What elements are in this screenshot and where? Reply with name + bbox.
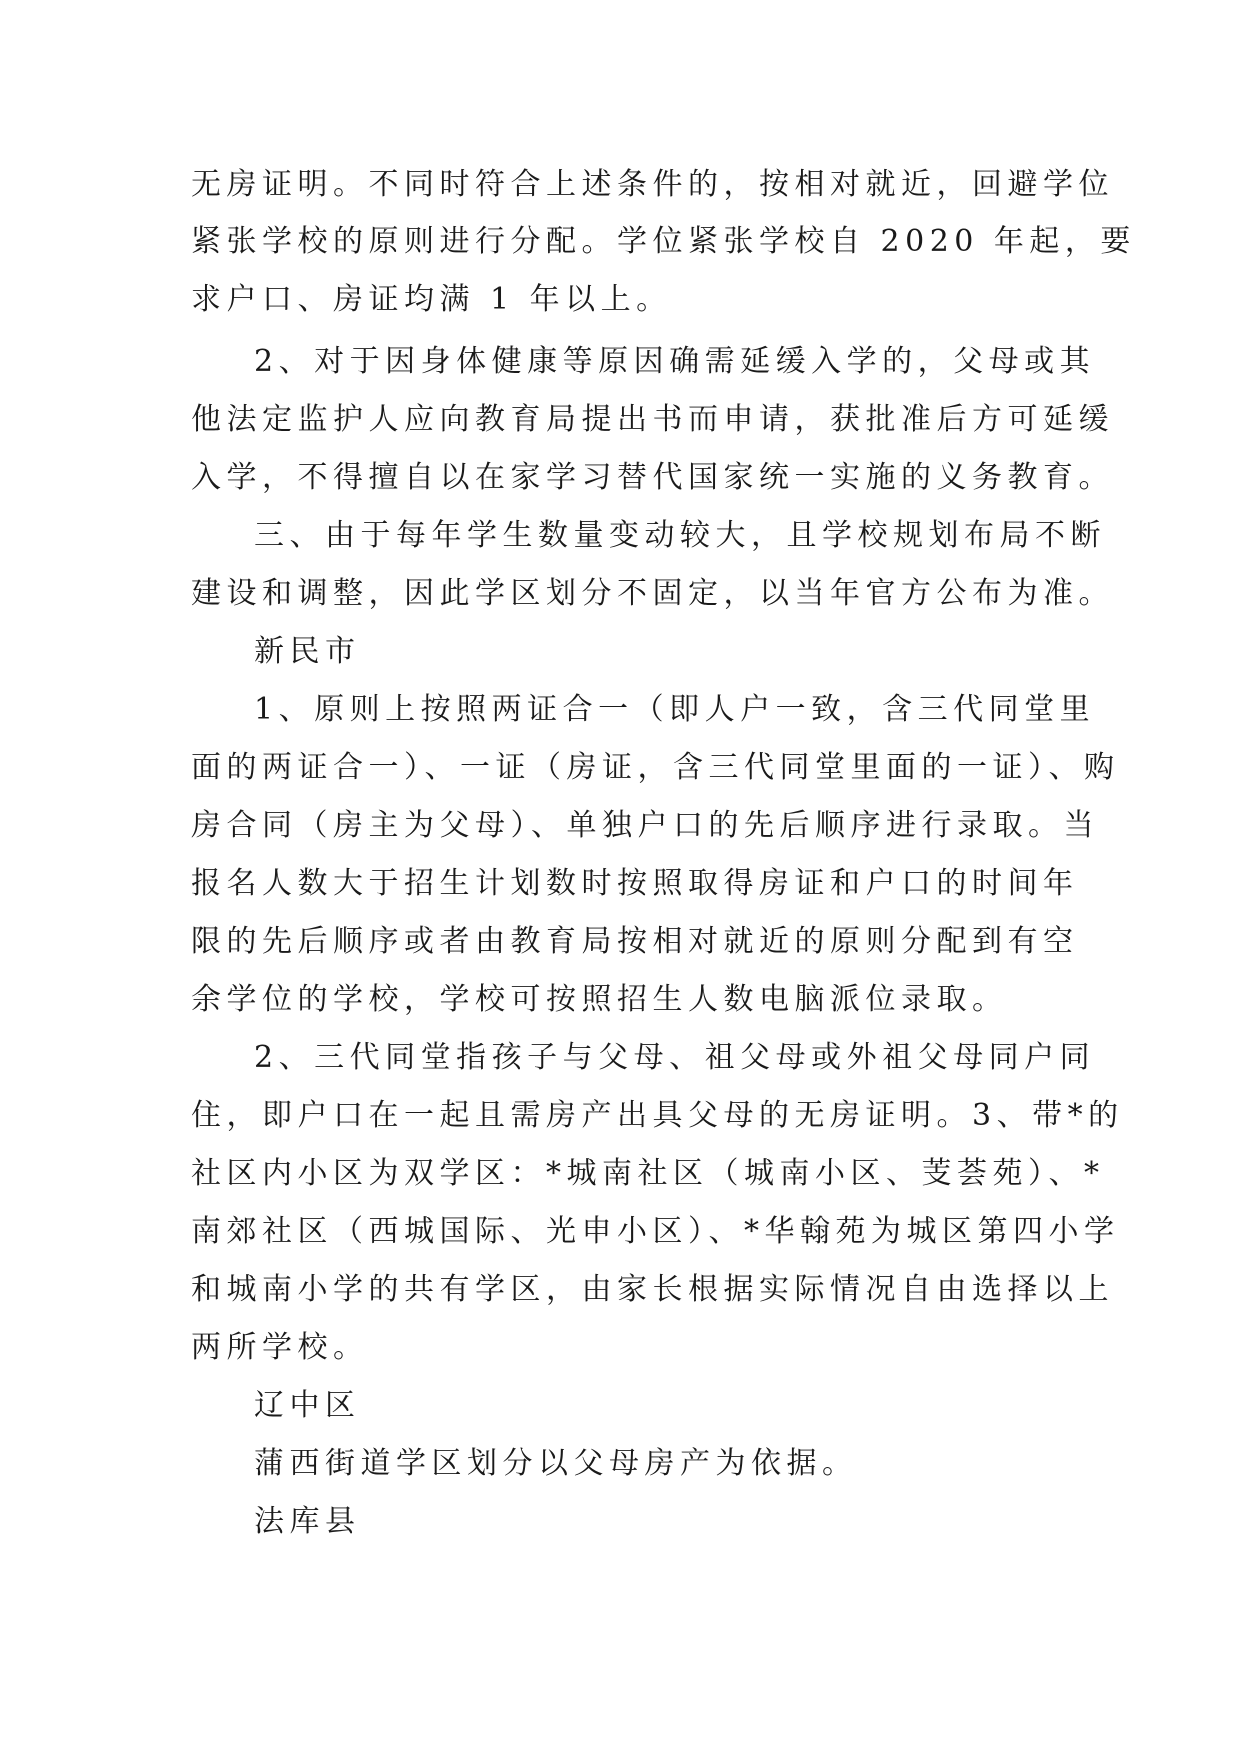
body-text-line: 报名人数大于招生计划数时按照取得房证和户口的时间年 — [191, 866, 1079, 901]
body-text-line: 三、由于每年学生数量变动较大，且学校规划布局不断 — [254, 518, 1106, 553]
body-text-line: 社区内小区为双学区：*城南社区（城南小区、芰荟苑）、* — [191, 1156, 1105, 1191]
body-text-line: 和城南小学的共有学区，由家长根据实际情况自由选择以上 — [191, 1272, 1114, 1307]
body-text-line: 住，即户口在一起且需房产出具父母的无房证明。3、带*的 — [191, 1098, 1124, 1133]
section-heading: 新民市 — [254, 634, 361, 669]
body-text-line: 建设和调整，因此学区划分不固定，以当年官方公布为准。 — [191, 576, 1114, 611]
body-text-line: 2、对于因身体健康等原因确需延缓入学的，父母或其 — [254, 344, 1096, 379]
body-text-line: 房合同（房主为父母）、单独户口的先后顺序进行录取。当 — [191, 808, 1099, 843]
body-text-line: 2、三代同堂指孩子与父母、祖父母或外祖父母同户同 — [254, 1040, 1096, 1075]
body-text-line: 入学，不得擅自以在家学习替代国家统一实施的义务教育。 — [191, 460, 1114, 495]
body-text-line: 无房证明。不同时符合上述条件的，按相对就近，回避学位 — [191, 167, 1114, 202]
body-text-line: 限的先后顺序或者由教育局按相对就近的原则分配到有空 — [191, 924, 1079, 959]
body-text-line: 求户口、房证均满 1 年以上。 — [191, 282, 672, 317]
body-text-line: 余学位的学校，学校可按照招生人数电脑派位录取。 — [191, 982, 1008, 1017]
body-text-line: 蒲西街道学区划分以父母房产为依据。 — [254, 1446, 858, 1481]
body-text-line: 1、原则上按照两证合一（即人户一致，含三代同堂里 — [254, 692, 1096, 727]
body-text-line: 紧张学校的原则进行分配。学位紧张学校自 2020 年起，要 — [191, 224, 1136, 259]
body-text-line: 他法定监护人应向教育局提出书而申请，获批准后方可延缓 — [191, 402, 1114, 437]
section-heading: 辽中区 — [254, 1388, 361, 1423]
section-heading: 法库县 — [254, 1504, 361, 1539]
body-text-line: 两所学校。 — [191, 1330, 369, 1365]
body-text-line: 面的两证合一）、一证（房证，含三代同堂里面的一证）、购 — [191, 750, 1120, 785]
body-text-line: 南郊社区（西城国际、光申小区）、*华翰苑为城区第四小学 — [191, 1214, 1120, 1249]
